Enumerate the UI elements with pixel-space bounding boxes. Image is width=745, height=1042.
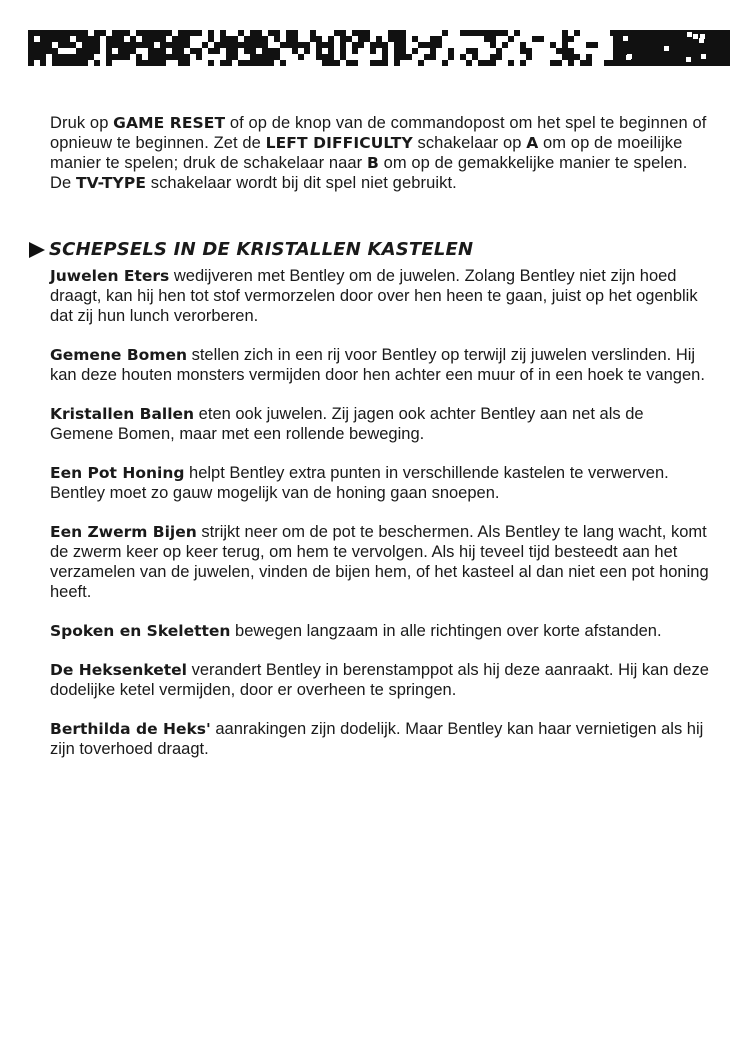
intro-text: om op de moeilijke manier te spelen; druk de schakelaar naar xyxy=(50,134,683,172)
intro-paragraph xyxy=(50,113,710,193)
right-triangle-icon xyxy=(28,241,46,259)
creature-list xyxy=(50,266,710,778)
creature-entry xyxy=(50,719,710,759)
section-heading-text: SCHEPSELS IN DE KRISTALLEN KASTELEN xyxy=(49,239,474,260)
creature-description: strijkt neer om de pot te beschermen. Als Bentley te lang wacht, komt de zwerm keer op keer terug, om hem te vervolgen. Als hij teveel tijd besteedt aan het verzamelen van de juwelen, vinden de bijen hem, of het kasteel al dan niet een pot honing heeft. xyxy=(50,523,709,601)
intro-text: Druk op xyxy=(50,114,114,132)
pixel-noise-banner-icon xyxy=(28,30,730,66)
creature-description: eten ook juwelen. Zij jagen ook achter Bentley aan net als de Gemene Bomen, maar met een rollende beweging. xyxy=(50,405,644,443)
section-heading xyxy=(28,239,473,260)
creature-entry xyxy=(50,345,710,385)
creature-name: De Heksenketel xyxy=(50,661,187,679)
creature-name: Berthilda de Heks' xyxy=(50,720,211,738)
creature-description: verandert Bentley in berenstamppot als hij deze aanraakt. Hij kan deze dodelijke ketel vermijden, door er overheen te springen. xyxy=(50,661,709,699)
creature-name: Spoken en Skeletten xyxy=(50,622,231,640)
creature-description: aanrakingen zijn dodelijk. Maar Bentley kan haar vernietigen als hij zijn toverhoed draagt. xyxy=(50,720,704,758)
intro-bold-term: LEFT DIFFICULTY xyxy=(265,134,413,152)
header-banner xyxy=(28,30,730,66)
creature-description: helpt Bentley extra punten in verschillende kastelen te verwerven. Bentley moet zo gauw mogelijk van de honing gaan snoepen. xyxy=(50,464,669,502)
intro-text: om op de gemakkelijke manier te spelen. De xyxy=(50,154,688,192)
intro-block xyxy=(50,113,710,223)
creature-description: stellen zich in een rij voor Bentley op terwijl zij juwelen verslinden. Hij kan deze houten monsters vermijden door hen achter een muur of in een hoek te vangen. xyxy=(50,346,705,384)
intro-bold-term: B xyxy=(366,154,379,172)
creature-entry xyxy=(50,522,710,602)
creature-entry xyxy=(50,621,710,641)
creature-name: Kristallen Ballen xyxy=(50,405,195,423)
intro-text: of op de knop van de commandopost om het spel te beginnen of opnieuw te beginnen. Zet de xyxy=(50,114,707,152)
creature-entry xyxy=(50,266,710,326)
creature-name: Een Zwerm Bijen xyxy=(50,523,197,541)
intro-bold-term: TV-TYPE xyxy=(75,174,147,192)
creature-entry xyxy=(50,660,710,700)
intro-bold-term: A xyxy=(526,134,539,152)
creature-name: Gemene Bomen xyxy=(50,346,188,364)
intro-bold-term: GAME RESET xyxy=(113,114,226,132)
intro-text: schakelaar wordt bij dit spel niet gebruikt. xyxy=(146,174,457,192)
creature-name: Een Pot Honing xyxy=(50,464,185,482)
creature-description: bewegen langzaam in alle richtingen over korte afstanden. xyxy=(230,622,662,640)
creature-entry xyxy=(50,404,710,444)
intro-text: schakelaar op xyxy=(412,134,527,152)
creature-entry xyxy=(50,463,710,503)
creature-description: wedijveren met Bentley om de juwelen. Zolang Bentley niet zijn hoed draagt, kan hij hen tot stof vermorzelen door over hen heen te gaan, juist op het ogenblik dat zij hun lunch verorberen. xyxy=(50,267,698,325)
creature-name: Juwelen Eters xyxy=(50,267,170,285)
